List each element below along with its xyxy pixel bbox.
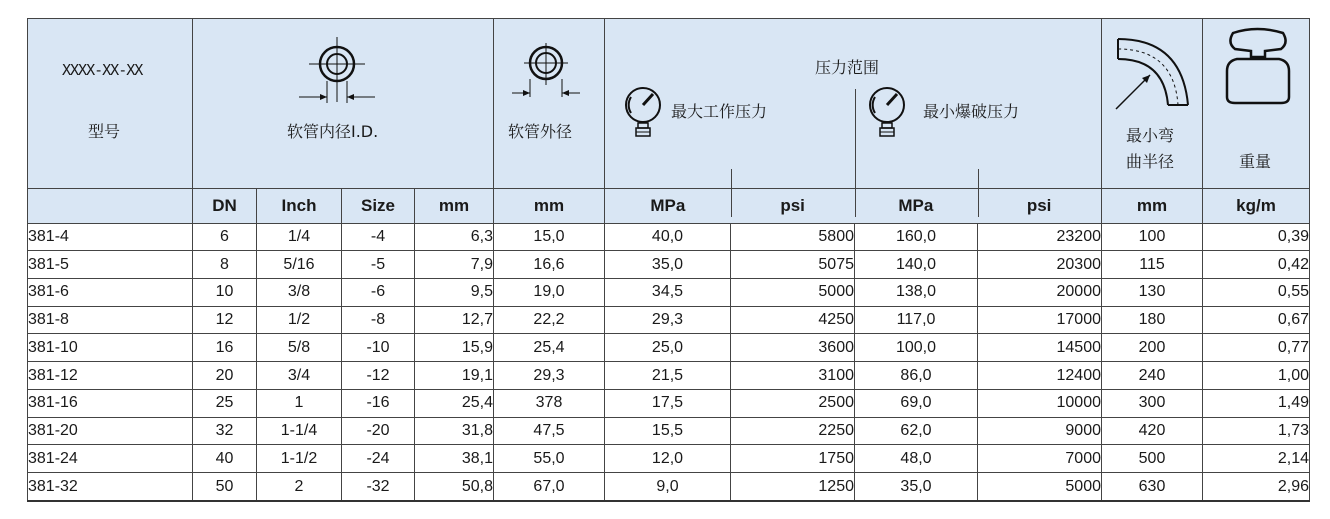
cell-inch: 1 — [257, 389, 342, 417]
cell-size: -6 — [342, 278, 415, 306]
weight-icon — [1217, 27, 1299, 107]
cell-size: -8 — [342, 306, 415, 334]
header-hose-id — [193, 19, 494, 189]
cell-bend-radius: 180 — [1102, 306, 1203, 334]
burst-gauge-icon — [867, 85, 911, 143]
cell-burst-psi: 14500 — [978, 334, 1102, 362]
cell-working-psi: 1250 — [731, 473, 855, 501]
cell-burst-mpa: 160,0 — [855, 223, 978, 251]
unit-psi-working: psi — [780, 195, 805, 215]
table-row — [28, 473, 1310, 501]
cell-inch: 3/8 — [257, 278, 342, 306]
unit-model-blank — [28, 188, 193, 223]
cell-weight: 0,67 — [1203, 306, 1310, 334]
cell-size: -16 — [342, 389, 415, 417]
cell-size: -4 — [342, 223, 415, 251]
cell-burst-psi: 17000 — [978, 306, 1102, 334]
cell-weight: 1,00 — [1203, 362, 1310, 390]
cell-dn: 16 — [193, 334, 257, 362]
cell-model: 381-16 — [28, 389, 193, 417]
pressure-gauge-icon — [623, 85, 667, 143]
unit-dn: DN — [193, 188, 257, 223]
cell-dn: 25 — [193, 389, 257, 417]
cell-burst-mpa: 100,0 — [855, 334, 978, 362]
cell-burst-psi: 23200 — [978, 223, 1102, 251]
cell-working-psi: 5800 — [731, 223, 855, 251]
cell-burst-psi: 20300 — [978, 251, 1102, 279]
cell-bend-radius: 500 — [1102, 445, 1203, 473]
cell-bend-radius: 420 — [1102, 417, 1203, 445]
cell-working-psi: 5000 — [731, 278, 855, 306]
unit-mpa-burst: MPa — [898, 195, 934, 215]
cell-size: -5 — [342, 251, 415, 279]
cell-burst-mpa: 138,0 — [855, 278, 978, 306]
cell-od-mm: 47,5 — [494, 417, 605, 445]
unit-mpa-working: MPa — [650, 195, 686, 215]
cell-inch: 1-1/2 — [257, 445, 342, 473]
cell-burst-mpa: 48,0 — [855, 445, 978, 473]
bend-radius-label-1: 最小弯 — [1126, 126, 1175, 145]
bend-radius-icon — [1112, 25, 1198, 111]
cell-inch: 5/8 — [257, 334, 342, 362]
unit-inch: Inch — [257, 188, 342, 223]
cell-model: 381-4 — [28, 223, 193, 251]
hose-id-icon — [289, 27, 399, 107]
table-row — [28, 334, 1310, 362]
cell-id-mm: 19,1 — [415, 362, 494, 390]
table-body — [28, 223, 1310, 501]
table-row — [28, 445, 1310, 473]
cell-inch: 1/4 — [257, 223, 342, 251]
unit-od-mm: mm — [494, 188, 605, 223]
hose-spec-table — [27, 18, 1310, 502]
cell-working-psi: 2250 — [731, 417, 855, 445]
cell-weight: 1,49 — [1203, 389, 1310, 417]
table-row — [28, 389, 1310, 417]
bend-radius-label-2: 曲半径 — [1126, 152, 1175, 171]
cell-working-psi: 5075 — [731, 251, 855, 279]
cell-burst-mpa: 69,0 — [855, 389, 978, 417]
cell-bend-radius: 130 — [1102, 278, 1203, 306]
cell-model: 381-24 — [28, 445, 193, 473]
cell-od-mm: 378 — [494, 389, 605, 417]
header-weight — [1203, 19, 1310, 189]
cell-inch: 1-1/4 — [257, 417, 342, 445]
table-row — [28, 417, 1310, 445]
cell-burst-psi: 10000 — [978, 389, 1102, 417]
cell-burst-psi: 12400 — [978, 362, 1102, 390]
cell-dn: 32 — [193, 417, 257, 445]
cell-bend-radius: 240 — [1102, 362, 1203, 390]
cell-working-mpa: 35,0 — [605, 251, 731, 279]
table-row — [28, 223, 1310, 251]
cell-id-mm: 12,7 — [415, 306, 494, 334]
cell-bend-radius: 115 — [1102, 251, 1203, 279]
cell-inch: 5/16 — [257, 251, 342, 279]
hose-id-label: 软管内径I.D. — [287, 122, 379, 141]
hose-od-icon — [510, 41, 590, 101]
cell-weight: 0,42 — [1203, 251, 1310, 279]
pressure-divider-2 — [978, 169, 979, 217]
pressure-divider-mid — [855, 89, 856, 217]
cell-burst-mpa: 86,0 — [855, 362, 978, 390]
cell-id-mm: 25,4 — [415, 389, 494, 417]
cell-id-mm: 6,3 — [415, 223, 494, 251]
model-label: 型号 — [88, 122, 121, 141]
cell-working-psi: 1750 — [731, 445, 855, 473]
cell-id-mm: 50,8 — [415, 473, 494, 501]
cell-dn: 8 — [193, 251, 257, 279]
cell-model: 381-10 — [28, 334, 193, 362]
cell-inch: 2 — [257, 473, 342, 501]
cell-od-mm: 19,0 — [494, 278, 605, 306]
cell-working-mpa: 25,0 — [605, 334, 731, 362]
cell-od-mm: 25,4 — [494, 334, 605, 362]
cell-working-mpa: 17,5 — [605, 389, 731, 417]
cell-burst-psi: 5000 — [978, 473, 1102, 501]
cell-bend-radius: 100 — [1102, 223, 1203, 251]
cell-working-mpa: 12,0 — [605, 445, 731, 473]
cell-size: -10 — [342, 334, 415, 362]
max-working-pressure-label: 最大工作压力 — [671, 102, 768, 121]
header-pressure — [605, 19, 1102, 189]
cell-dn: 10 — [193, 278, 257, 306]
pressure-range-label: 压力范围 — [815, 58, 880, 77]
min-burst-pressure-label: 最小爆破压力 — [923, 102, 1020, 121]
cell-od-mm: 67,0 — [494, 473, 605, 501]
table-row — [28, 306, 1310, 334]
header-bend-radius — [1102, 19, 1203, 189]
cell-id-mm: 38,1 — [415, 445, 494, 473]
cell-inch: 1/2 — [257, 306, 342, 334]
cell-id-mm: 31,8 — [415, 417, 494, 445]
cell-weight: 0,77 — [1203, 334, 1310, 362]
cell-od-mm: 16,6 — [494, 251, 605, 279]
cell-working-mpa: 29,3 — [605, 306, 731, 334]
cell-working-psi: 3100 — [731, 362, 855, 390]
cell-od-mm: 15,0 — [494, 223, 605, 251]
cell-working-psi: 3600 — [731, 334, 855, 362]
cell-bend-radius: 630 — [1102, 473, 1203, 501]
cell-weight: 1,73 — [1203, 417, 1310, 445]
cell-model: 381-8 — [28, 306, 193, 334]
cell-bend-radius: 300 — [1102, 389, 1203, 417]
header-model — [28, 19, 193, 189]
cell-dn: 50 — [193, 473, 257, 501]
unit-pressure-group — [605, 188, 1102, 223]
unit-size: Size — [342, 188, 415, 223]
cell-od-mm: 29,3 — [494, 362, 605, 390]
cell-dn: 20 — [193, 362, 257, 390]
pressure-divider-1 — [731, 169, 732, 217]
unit-bend-mm: mm — [1102, 188, 1203, 223]
cell-weight: 0,39 — [1203, 223, 1310, 251]
table-row — [28, 362, 1310, 390]
cell-id-mm: 9,5 — [415, 278, 494, 306]
unit-psi-burst: psi — [1026, 195, 1052, 215]
cell-od-mm: 55,0 — [494, 445, 605, 473]
cell-size: -20 — [342, 417, 415, 445]
table-row — [28, 278, 1310, 306]
cell-model: 381-32 — [28, 473, 193, 501]
unit-weight: kg/m — [1203, 188, 1310, 223]
cell-weight: 2,96 — [1203, 473, 1310, 501]
cell-burst-mpa: 140,0 — [855, 251, 978, 279]
hose-od-label: 软管外径 — [508, 122, 573, 141]
table-row — [28, 251, 1310, 279]
cell-size: -32 — [342, 473, 415, 501]
cell-burst-psi: 20000 — [978, 278, 1102, 306]
cell-working-mpa: 34,5 — [605, 278, 731, 306]
cell-model: 381-12 — [28, 362, 193, 390]
cell-model: 381-6 — [28, 278, 193, 306]
unit-id-mm: mm — [415, 188, 494, 223]
cell-od-mm: 22,2 — [494, 306, 605, 334]
cell-id-mm: 7,9 — [415, 251, 494, 279]
cell-working-mpa: 21,5 — [605, 362, 731, 390]
cell-model: 381-5 — [28, 251, 193, 279]
cell-weight: 0,55 — [1203, 278, 1310, 306]
cell-working-psi: 2500 — [731, 389, 855, 417]
cell-inch: 3/4 — [257, 362, 342, 390]
model-code: XXXX-XX-XX — [62, 61, 143, 79]
cell-burst-mpa: 35,0 — [855, 473, 978, 501]
cell-burst-psi: 7000 — [978, 445, 1102, 473]
cell-burst-mpa: 117,0 — [855, 306, 978, 334]
cell-size: -12 — [342, 362, 415, 390]
cell-size: -24 — [342, 445, 415, 473]
cell-burst-psi: 9000 — [978, 417, 1102, 445]
cell-model: 381-20 — [28, 417, 193, 445]
cell-weight: 2,14 — [1203, 445, 1310, 473]
cell-working-mpa: 15,5 — [605, 417, 731, 445]
cell-dn: 40 — [193, 445, 257, 473]
header-hose-od — [494, 19, 605, 189]
weight-label: 重量 — [1239, 152, 1272, 171]
cell-burst-mpa: 62,0 — [855, 417, 978, 445]
cell-working-mpa: 9,0 — [605, 473, 731, 501]
cell-working-mpa: 40,0 — [605, 223, 731, 251]
cell-working-psi: 4250 — [731, 306, 855, 334]
cell-bend-radius: 200 — [1102, 334, 1203, 362]
cell-dn: 12 — [193, 306, 257, 334]
cell-id-mm: 15,9 — [415, 334, 494, 362]
cell-dn: 6 — [193, 223, 257, 251]
